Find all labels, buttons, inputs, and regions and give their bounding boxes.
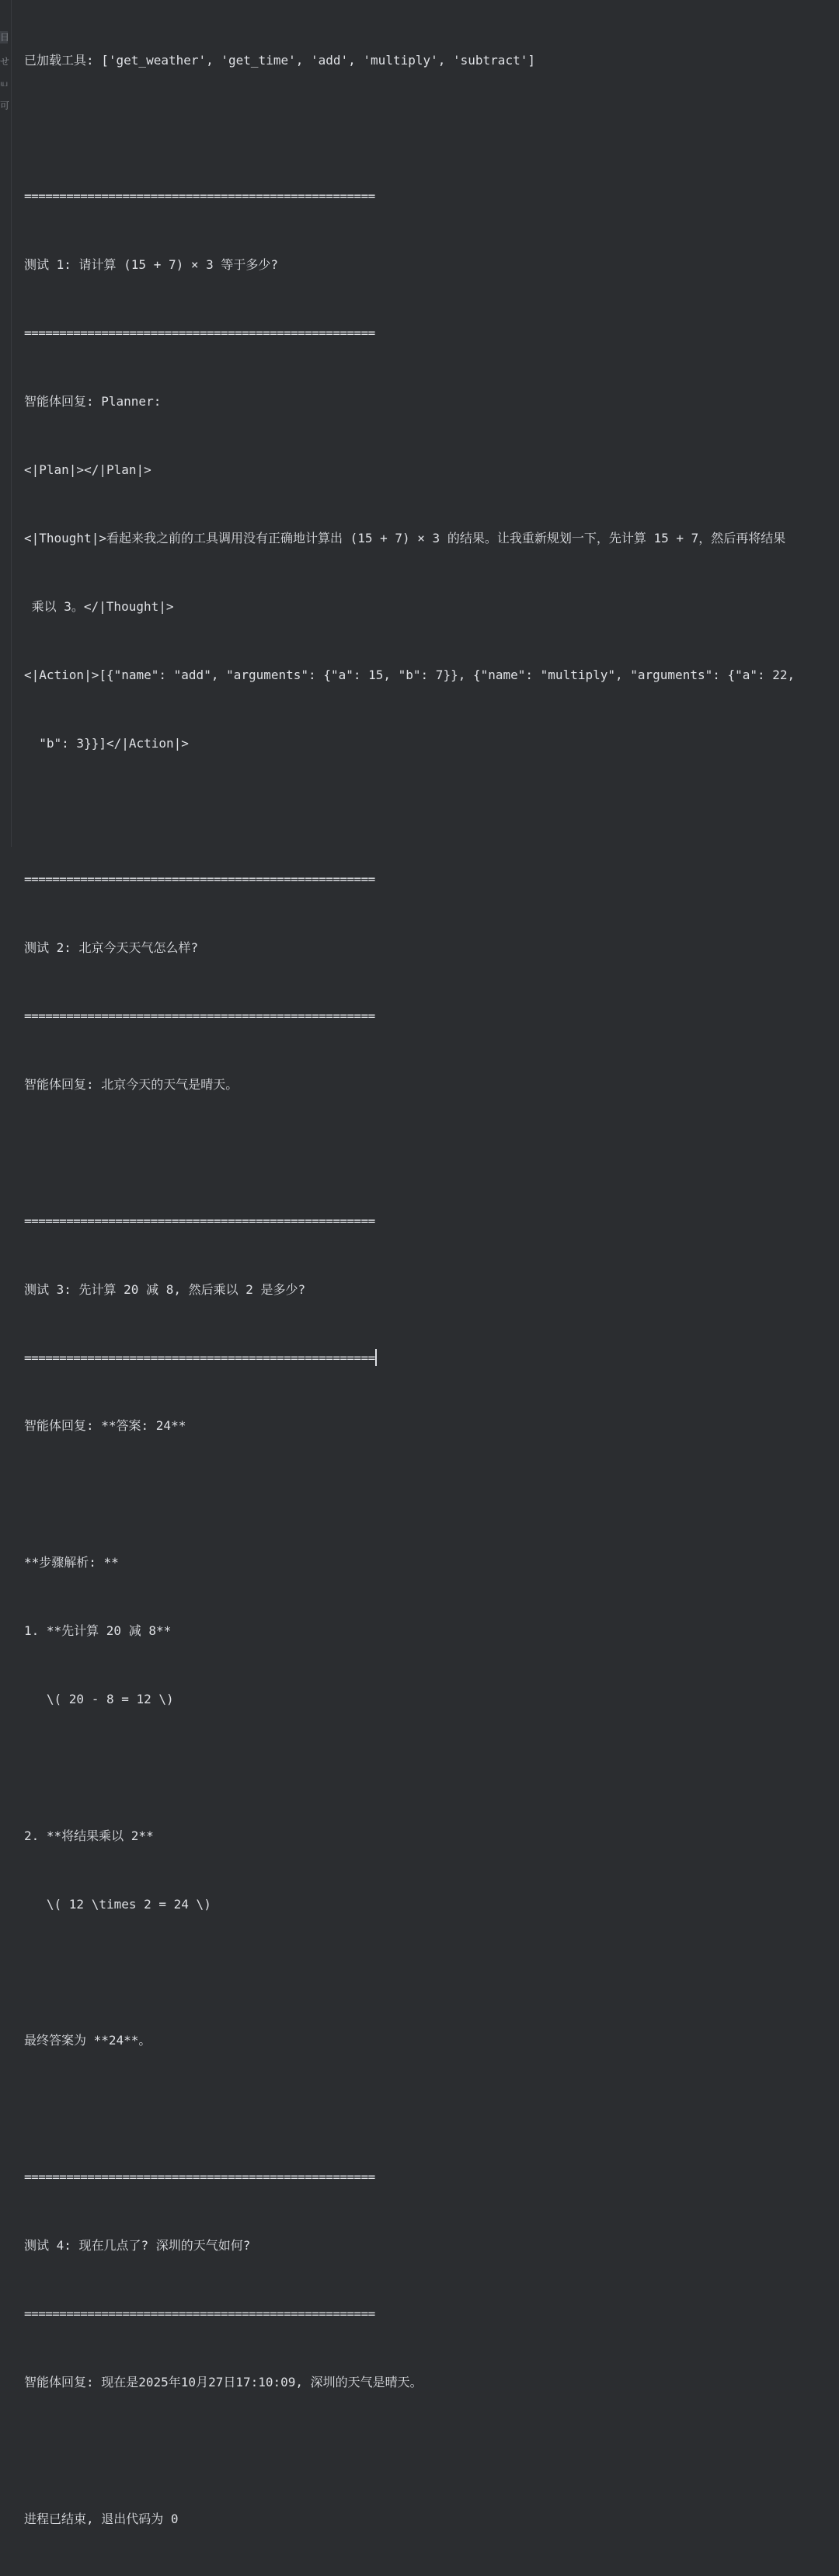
console-line-blank [24, 1756, 839, 1779]
console-line-test-2: 测试 2: 北京今天天气怎么样? [24, 940, 199, 956]
console-toolbar-gutter [0, 0, 12, 847]
console-line-blank [24, 800, 839, 822]
console-line-separator-with-caret [24, 1347, 839, 1369]
console-line-blank [24, 2097, 839, 2120]
console-line-action-cont: "b": 3}}]</|Action|> [24, 735, 189, 751]
console-line-step-1-formula: \( 20 - 8 = 12 \) [24, 1691, 174, 1706]
console-line-separator: ================================================== [24, 189, 375, 204]
console-line-test-4: 测试 4: 现在几点了? 深圳的天气如何? [24, 2238, 251, 2254]
console-line-separator: ================================================== [24, 1009, 375, 1024]
text-caret [375, 1349, 377, 1366]
console-line-reply-2: 智能体回复: 北京今天的天气是晴天。 [24, 1076, 238, 1092]
console-line-step-2: 2. **将结果乘以 2** [24, 1828, 154, 1843]
separator-text: ================================================== [24, 1350, 375, 1365]
console-line-process-exit: 进程已结束, 退出代码为 0 [24, 2511, 179, 2526]
console-line-tools-loaded: 已加载工具: ['get_weather', 'get_time', 'add', 'multiply', 'subtract'] [24, 52, 535, 68]
console-line-separator: ================================================== [24, 2170, 375, 2185]
console-output[interactable] [24, 3, 839, 2526]
console-line-reply-4: 智能体回复: 现在是2025年10月27日17:10:09, 深圳的天气是晴天。 [24, 2374, 423, 2390]
console-line-plan: <|Plan|></|Plan|> [24, 462, 151, 477]
console-line-thought-cont: 乘以 3。</|Thought|> [24, 598, 174, 614]
gutter-icon-3[interactable]: ய [0, 78, 9, 89]
console-line-separator: ================================================== [24, 2306, 375, 2321]
console-line-step-2-formula: \( 12 \times 2 = 24 \) [24, 1896, 211, 1912]
console-line-blank [24, 1961, 839, 1984]
console-line-blank [24, 1142, 839, 1164]
gutter-icon-4[interactable]: 可 [0, 100, 10, 111]
console-line-steps-heading: **步骤解析: ** [24, 1555, 119, 1570]
console-line-action: <|Action|>[{"name": "add", "arguments": {"a": 15, "b": 7}}, {"name": "multiply", "arguments": {"a": 22, [24, 667, 795, 682]
gutter-icon-1[interactable]: 日 [0, 32, 10, 43]
console-line-separator: ================================================== [24, 326, 375, 341]
console-line-final-answer: 最终答案为 **24**。 [24, 2033, 151, 2048]
console-line-thought: <|Thought|>看起来我之前的工具调用没有正确地计算出 (15 + 7) × 3 的结果。让我重新规划一下，先计算 15 + 7，然后再将结果 [24, 530, 786, 546]
console-line-separator: ================================================== [24, 872, 375, 887]
console-line-blank [24, 1483, 839, 1505]
console-line-blank [24, 117, 839, 139]
gutter-icon-2[interactable]: せ [0, 56, 10, 67]
console-line-separator: ================================================== [24, 1213, 375, 1229]
console-line-test-1: 测试 1: 请计算 (15 + 7) × 3 等于多少? [24, 257, 279, 273]
console-line-reply-3: 智能体回复: **答案: 24** [24, 1418, 186, 1434]
console-line-test-3: 测试 3: 先计算 20 减 8, 然后乘以 2 是多少? [24, 1281, 306, 1297]
console-line-step-1: 1. **先计算 20 减 8** [24, 1623, 172, 1639]
console-line-reply-1: 智能体回复: Planner: [24, 394, 162, 410]
console-line-blank [24, 2439, 839, 2462]
